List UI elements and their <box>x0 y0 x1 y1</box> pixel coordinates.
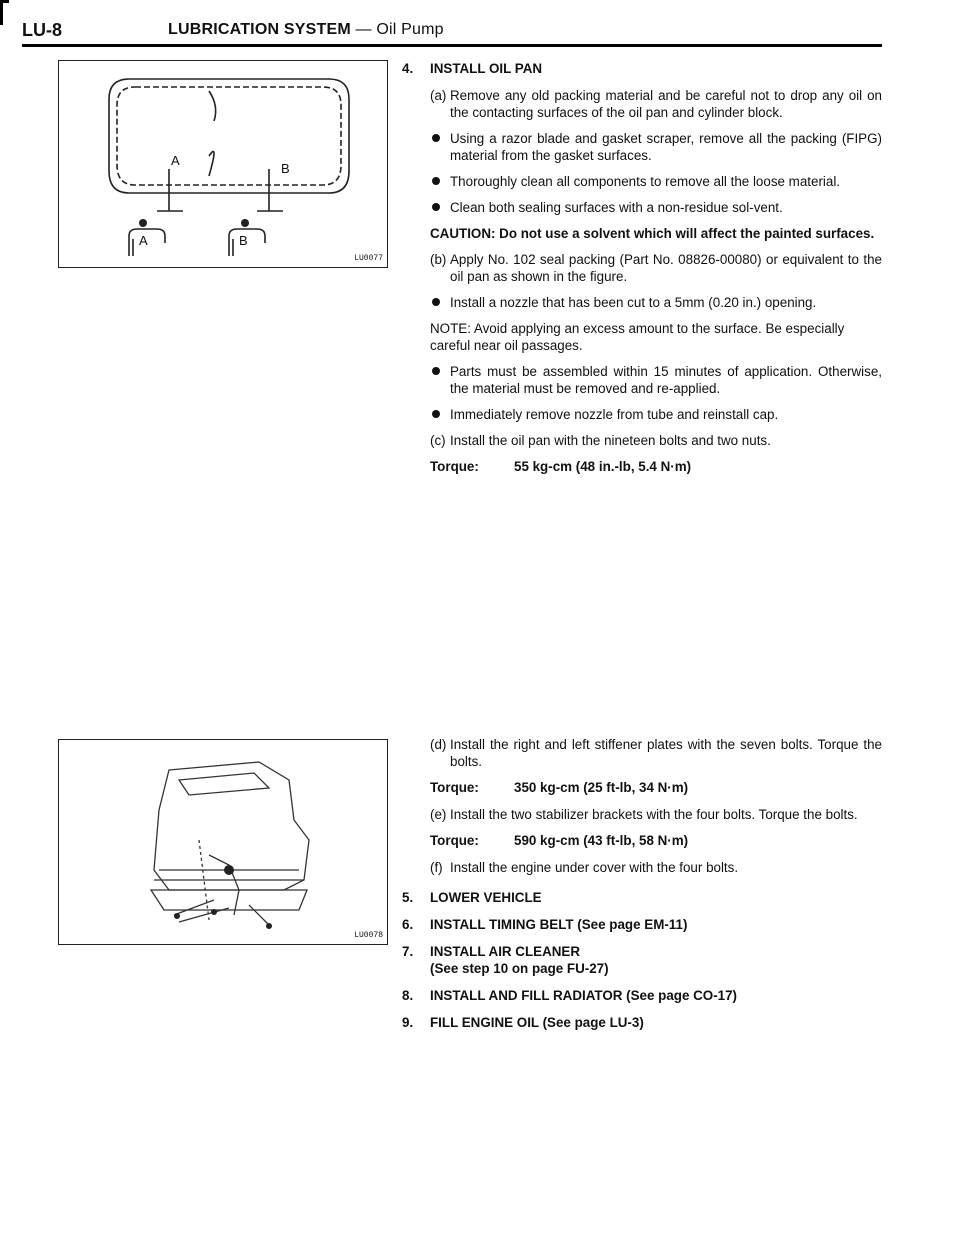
bullet-text: Clean both sealing surfaces with a non-residue sol-vent. <box>450 200 783 215</box>
header-rule <box>22 44 882 47</box>
figure-code: LU0077 <box>354 254 383 263</box>
substep-label: (c) <box>430 433 446 448</box>
bullet-dot <box>432 177 440 185</box>
substep-d <box>402 736 882 770</box>
bullet-dot <box>432 134 440 142</box>
torque-value: 590 kg-cm (43 ft-lb, 58 N·m) <box>514 833 689 848</box>
step-title: FILL ENGINE OIL (See page LU-3) <box>430 1015 644 1030</box>
bullet-item <box>402 363 882 397</box>
figure-label-b-section: B <box>239 233 248 248</box>
figure-engine-brackets <box>58 739 388 945</box>
bullet-dot <box>432 410 440 418</box>
page-header-title <box>168 21 444 39</box>
step-title: INSTALL AND FILL RADIATOR (See page CO-17) <box>430 988 738 1003</box>
torque-value: 350 kg-cm (25 ft-lb, 34 N·m) <box>514 780 689 795</box>
substep-label: (b) <box>430 252 447 267</box>
substep-text: Install the engine under cover with the four bolts. <box>450 860 739 875</box>
caution-note: CAUTION: Do not use a solvent which will affect the painted surfaces. <box>430 226 875 241</box>
bullet-item <box>402 199 882 216</box>
step-5 <box>402 889 882 906</box>
section-title: LUBRICATION SYSTEM <box>168 21 351 38</box>
substep-label: (f) <box>430 860 443 875</box>
torque-label: Torque: <box>430 459 479 474</box>
substep-a <box>402 87 882 121</box>
figure-label-b-top: B <box>281 161 290 176</box>
bullet-dot <box>432 203 440 211</box>
torque-label: Torque: <box>430 780 479 795</box>
substep-e <box>402 806 882 823</box>
step-number: 5. <box>402 890 414 905</box>
page-corner-mark <box>0 0 9 25</box>
step-number: 8. <box>402 988 414 1003</box>
step-title: INSTALL OIL PAN <box>430 61 543 76</box>
subsection-title: Oil Pump <box>376 21 444 38</box>
bullet-item <box>402 294 882 311</box>
step-9 <box>402 1014 882 1031</box>
step-title: INSTALL TIMING BELT (See page EM-11) <box>430 917 688 932</box>
page-code: LU-8 <box>22 20 62 40</box>
substep-b <box>402 251 882 285</box>
figure-label-a-top: A <box>171 153 180 168</box>
step-6 <box>402 916 882 933</box>
bullet-item <box>402 173 882 190</box>
procedure-column-upper <box>402 60 882 485</box>
bullet-item <box>402 406 882 423</box>
substep-text: Install the two stabilizer brackets with the four bolts. Torque the bolts. <box>450 807 858 822</box>
substep-text: Install the right and left stiffener plates with the seven bolts. Torque the bolts. <box>450 737 882 769</box>
bullet-text: Parts must be assembled within 15 minutes of application. Otherwise, the material must be removed and re-applied. <box>450 364 882 396</box>
figure-code: LU0078 <box>354 931 383 940</box>
step-number: 7. <box>402 944 414 959</box>
bullet-text: Using a razor blade and gasket scraper, remove all the packing (FIPG) material from the gasket surfaces. <box>450 131 882 163</box>
figure-label-a-section: A <box>139 233 148 248</box>
torque-spec <box>402 458 882 475</box>
step-number: 4. <box>402 61 414 76</box>
bullet-item <box>402 130 882 164</box>
substep-c <box>402 432 882 449</box>
bullet-dot <box>432 367 440 375</box>
step-title: INSTALL AIR CLEANER <box>430 944 581 959</box>
step-title: LOWER VEHICLE <box>430 890 542 905</box>
torque-spec <box>402 779 882 796</box>
step-7 <box>402 943 882 977</box>
torque-label: Torque: <box>430 833 479 848</box>
substep-label: (e) <box>430 807 447 822</box>
bullet-text: Install a nozzle that has been cut to a 5mm (0.20 in.) opening. <box>450 295 817 310</box>
substep-label: (a) <box>430 88 447 103</box>
header-separator: — <box>355 21 372 38</box>
step-number: 9. <box>402 1015 414 1030</box>
substep-text: Install the oil pan with the nineteen bolts and two nuts. <box>450 433 771 448</box>
oil-pan-drawing <box>59 61 387 267</box>
substep-text: Remove any old packing material and be careful not to drop any oil on the contacting surfaces of the oil pan and cylinder block. <box>450 88 882 120</box>
substep-label: (d) <box>430 737 447 752</box>
step-reference: (See step 10 on page FU-27) <box>430 961 609 976</box>
step-8 <box>402 987 882 1004</box>
procedure-column-lower <box>402 736 882 1041</box>
torque-value: 55 kg-cm (48 in.-lb, 5.4 N·m) <box>514 459 692 474</box>
bullet-text: Immediately remove nozzle from tube and reinstall cap. <box>450 407 779 422</box>
bullet-dot <box>432 298 440 306</box>
step-4 <box>402 60 882 77</box>
bullet-text: Thoroughly clean all components to remove all the loose material. <box>450 174 841 189</box>
substep-f <box>402 859 882 876</box>
engine-drawing <box>59 740 387 944</box>
step-number: 6. <box>402 917 414 932</box>
substep-text: Apply No. 102 seal packing (Part No. 08826-00080) or equivalent to the oil pan as shown in the figure. <box>450 252 882 284</box>
note: NOTE: Avoid applying an excess amount to the surface. Be especially careful near oil passages. <box>430 321 845 353</box>
figure-oil-pan-seal <box>58 60 388 268</box>
torque-spec <box>402 832 882 849</box>
